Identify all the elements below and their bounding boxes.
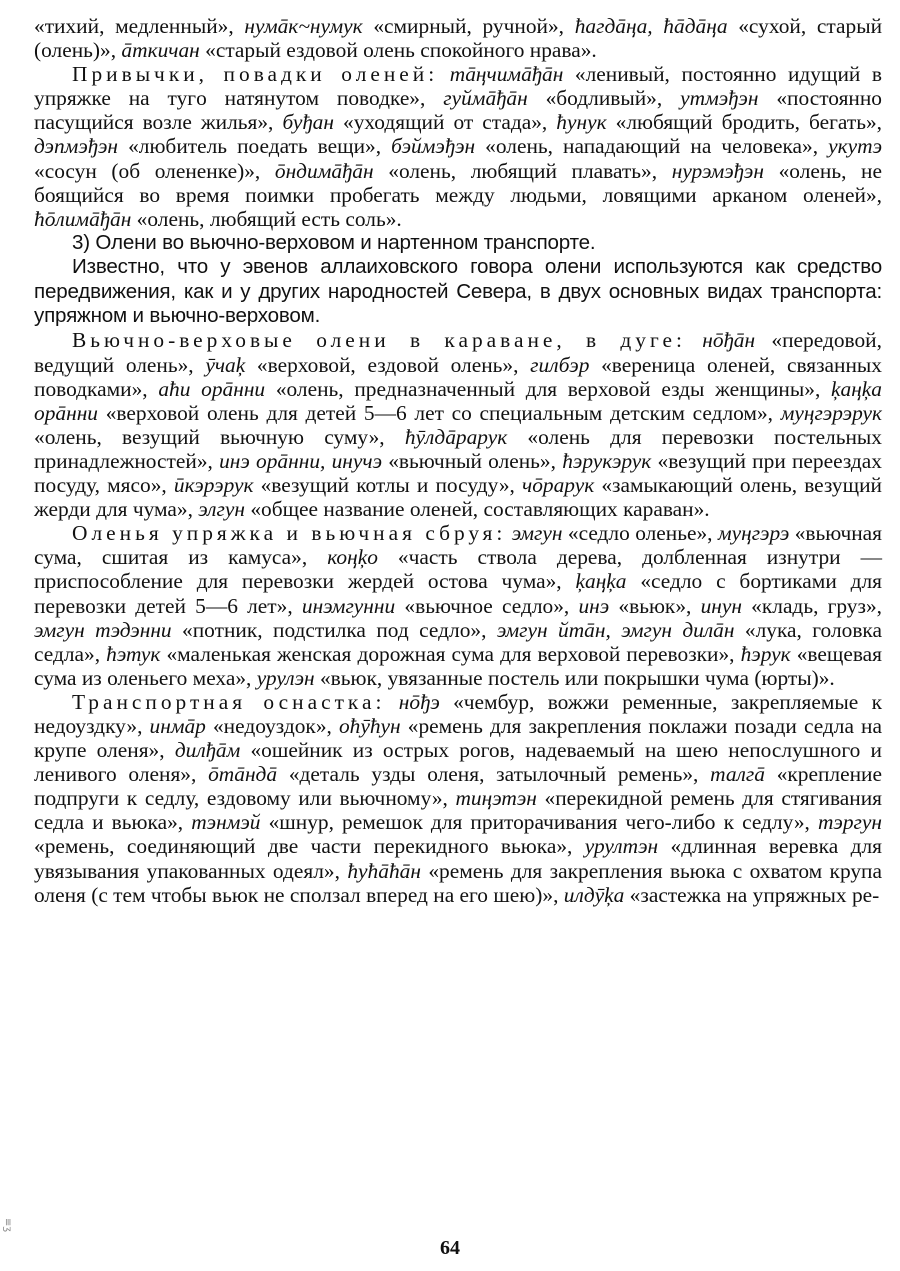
text-run: «седло оленье», xyxy=(562,521,718,546)
text-run: «любитель поедать вещи», xyxy=(118,134,392,159)
margin-scan-mark: ≡ʒ xyxy=(2,1218,13,1233)
text-run: «вереница оленей, связанных поводками», xyxy=(34,352,883,401)
term-italic: ħагдāңа, ħāдāңа xyxy=(574,14,728,38)
term-italic: гилбэр xyxy=(530,352,590,377)
term-italic: урултэн xyxy=(584,834,659,859)
term-italic: эмгун йтāн, эмгун дилāн xyxy=(496,617,735,642)
section-lead: Транспортная оснастка: xyxy=(72,689,386,714)
term-italic: инэ xyxy=(578,593,610,618)
term-italic: ķаңķа xyxy=(575,569,627,594)
text-run: «старый ездовой олень спокойного нрава». xyxy=(199,38,597,63)
text-run: «ленивый, постоянно идущий в упряжке на тугo натянутом поводке», xyxy=(34,62,882,111)
text-run: «тихий, медленный», xyxy=(34,14,245,38)
text-run: «вьюк», xyxy=(609,593,701,618)
paragraph xyxy=(34,231,882,255)
term-italic: ķаңķа орāнни xyxy=(34,376,882,425)
text-run: «лука, головка седла», xyxy=(34,617,882,666)
paragraph xyxy=(34,62,882,231)
section-lead: Оленья упряжка и вьючная сбруя: xyxy=(72,521,507,546)
term-italic: урулэн xyxy=(256,665,315,690)
text-run: «общее название оленей, составляющих караван». xyxy=(244,497,710,522)
term-italic: тиңэтэн xyxy=(455,786,537,811)
text-run: «передовой, ведущий олень», xyxy=(34,328,882,377)
term-italic: ħэтук xyxy=(106,641,161,666)
text-run: «ремень, соединяющий две части перекидного вьюка», xyxy=(34,834,585,859)
text-run: «шнур, ремешок для приторачивания чего-либо к седлу», xyxy=(260,810,818,835)
term-italic: ӣкэрэрук xyxy=(173,473,254,498)
text-run: «ремень для закрепления вьюка с охватом крупа оленя (с тем чтобы вьюк не сползал вперед на его шею)», xyxy=(34,858,882,907)
text-run: «олень, везущий вьючную суму», xyxy=(34,424,405,449)
term-italic: ӯчаķ xyxy=(205,352,246,377)
term-italic: ħӯлдāрарук xyxy=(404,424,508,449)
text-run: «олень, не боящийся во время поимки пробегать между людьми, ловящими арканом оленей», xyxy=(34,158,882,207)
section-lead: Привычки, повадки оленей: xyxy=(72,62,439,87)
text-run: «вьючная сума, сшитая из камуса», xyxy=(34,521,882,570)
term-italic: ōндимāђāн xyxy=(274,158,374,183)
term-italic: тāңчимāђāн xyxy=(449,62,564,87)
text-run: «вещевая сума из оленьего меха», xyxy=(34,641,882,690)
text-run xyxy=(438,62,450,86)
paragraph xyxy=(34,690,882,907)
text-run: «седло с бортиками для перевозки детей 5—6 лет», xyxy=(34,569,882,618)
text-run: «верховой, ездовой олень», xyxy=(245,352,531,377)
text-run: «везущий котлы и посуду», xyxy=(253,473,523,498)
term-italic: аħи орāнни xyxy=(158,376,266,401)
term-italic: укутэ xyxy=(828,134,882,159)
term-italic: чōрарук xyxy=(522,473,595,498)
text-run: «кладь, груз», xyxy=(741,593,882,618)
document-body xyxy=(34,14,882,907)
term-italic: āткичан xyxy=(121,38,200,63)
text-run: «олень, нападающий на человека», xyxy=(475,134,829,159)
text-run: «олень для перевозки постельных принадлежностей», xyxy=(34,424,883,473)
term-italic: ħунук xyxy=(556,110,607,135)
text-run: «ошейник из острых рогов, надеваемый на шею непослушного и ленивого оленя», xyxy=(34,738,882,787)
term-italic: гуймāђāн xyxy=(443,86,528,111)
text-run: «верховой олень для детей 5—6 лет со специальным детским седлом», xyxy=(98,400,781,425)
paragraph xyxy=(34,255,882,328)
term-italic: утмэђэн xyxy=(680,86,759,111)
term-italic: эмгун xyxy=(511,521,563,546)
term-italic: тэнмэй xyxy=(191,810,261,835)
text-run: «замыкающий олень, везущий жерди для чума», xyxy=(34,473,882,522)
text-run: «вьюк, увязанные постель или покрышки чума (юрты)». xyxy=(314,665,835,690)
text-run xyxy=(686,328,702,352)
term-italic: ħуħāħāн xyxy=(347,858,421,883)
term-italic: буђан xyxy=(282,110,334,135)
term-italic: тэргун xyxy=(817,810,882,835)
page-number: 64 xyxy=(440,1237,460,1259)
text-run: «вьючное седло», xyxy=(395,593,579,618)
text-run: «маленькая женская дорожная сума для верховой перевозки», xyxy=(160,641,741,666)
paragraph xyxy=(34,521,882,690)
term-italic: талгā xyxy=(710,762,765,787)
term-italic: коңķо xyxy=(327,545,378,570)
text-run: «олень, любящий плавать», xyxy=(373,158,672,183)
text-run: 3) Олени во вьючно-верховом и нартенном транспорте. xyxy=(72,230,596,254)
text-run: «чембур, вожжи ременные, закрепляемые к недоуздку», xyxy=(34,689,882,738)
term-italic: элгун xyxy=(198,497,245,522)
term-italic: ħōлимāђāн xyxy=(34,206,132,231)
paragraph xyxy=(34,328,882,521)
term-italic: нōђāн xyxy=(702,328,756,353)
term-italic: илдӯķа xyxy=(563,882,625,907)
text-run: «часть ствола дерева, долбленная изнутри — приспособление для перевозки жердей остова чума», xyxy=(34,545,882,594)
term-italic: муңгэрэрук xyxy=(780,400,882,425)
term-italic: инун xyxy=(700,593,742,618)
paragraph xyxy=(34,14,882,62)
text-run: «олень, предназначенный для верховой езды женщины», xyxy=(265,376,831,401)
term-italic: нумāк~нумук xyxy=(244,14,363,38)
text-run: «вьючный олень», xyxy=(382,448,563,473)
text-run: «потник, подстилка под седло», xyxy=(171,617,497,642)
text-run: «ремень для закрепления поклажи позади седла на крупе оленя», xyxy=(34,713,882,763)
term-italic: инмāр xyxy=(149,713,206,738)
term-italic: дэпмэђэн xyxy=(34,134,119,159)
term-italic: оħӯħун xyxy=(338,713,401,738)
text-run: Известно, что у эвенов аллаиховского говора олени используются как средство передвижения, как и у других народностей Севера, в двух основных видах транспорта: упряжном и вьючно-верховом. xyxy=(34,255,882,328)
term-italic: эмгун тэдэнни xyxy=(34,617,172,642)
text-run: «застежка на упряжных ре- xyxy=(624,882,880,907)
section-lead: Вьючно-верховые олени в караване, в дуге: xyxy=(72,328,686,353)
term-italic: инэмгунни xyxy=(301,593,396,618)
text-run: «длинная веревка для увязывания упакованных одеял», xyxy=(34,834,882,883)
text-run: «везущий при переездах посуду, мясо», xyxy=(34,448,882,498)
text-run: «постоянно пасущийся возле жилья», xyxy=(34,86,882,135)
term-italic: бэймэђэн xyxy=(391,134,476,159)
term-italic: ōтāндā xyxy=(208,762,278,787)
text-run xyxy=(385,690,398,714)
text-run: «недоуздок», xyxy=(205,713,339,738)
text-run: «деталь узды оленя, затылочный ремень», xyxy=(277,762,711,787)
text-run: «сосун (об олененке)», xyxy=(34,158,275,183)
term-italic: нōђэ xyxy=(398,689,440,714)
text-run: «крепление подпруги к седлу, ездовому или вьючному», xyxy=(34,762,882,811)
text-run: «перекидной ремень для стягивания седла и вьюка», xyxy=(34,786,882,835)
term-italic: ħэрукэрук xyxy=(562,448,652,473)
text-run: «смирный, ручной», xyxy=(362,14,575,38)
text-run: «любящий бродить, бегать», xyxy=(606,110,882,135)
term-italic: инэ орāнни, инучэ xyxy=(219,448,383,473)
text-run: «сухой, старый (олень)», xyxy=(34,14,883,63)
text-run: «олень, любящий есть соль». xyxy=(131,206,402,231)
term-italic: дилђāм xyxy=(174,738,241,763)
term-italic: нурэмэђэн xyxy=(671,158,764,183)
term-italic: муңгэрэ xyxy=(717,521,790,546)
text-run: «бодливый», xyxy=(527,86,681,111)
text-run: «уходящий от стада», xyxy=(333,110,557,135)
term-italic: ħэрук xyxy=(740,641,791,666)
